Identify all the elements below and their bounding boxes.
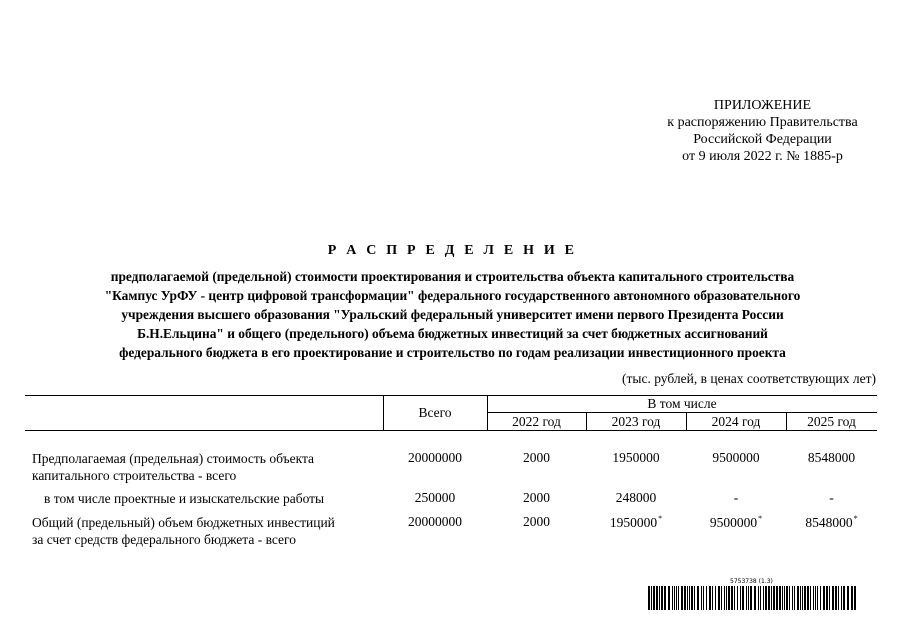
- barcode-bar: [797, 586, 799, 610]
- row-total: 20000000: [408, 450, 462, 465]
- barcode-bar: [746, 586, 747, 610]
- units-note: (тыс. рублей, в ценах соответствующих лет): [622, 371, 876, 386]
- subtitle-line: учреждения высшего образования "Уральский федеральный университет имени первого Президента России: [121, 307, 784, 322]
- barcode-bar: [668, 586, 670, 610]
- table-group-divider: [487, 412, 877, 413]
- barcode-bar: [802, 586, 803, 610]
- barcode-bar: [810, 586, 811, 610]
- barcode-bar: [664, 586, 666, 610]
- barcode-bar: [779, 586, 781, 610]
- barcode-bar: [740, 586, 741, 610]
- appendix-block: [620, 97, 905, 165]
- barcode-bar: [847, 586, 849, 610]
- barcode-bar: [687, 586, 688, 610]
- barcode-bar: [773, 586, 775, 610]
- barcode-bar: [676, 586, 677, 610]
- barcode-bar: [758, 586, 759, 610]
- barcode-bar: [691, 586, 693, 610]
- value-text: 9500000: [709, 515, 758, 530]
- appendix-heading: ПРИЛОЖЕНИЕ: [713, 98, 812, 113]
- row-label-line: за счет средств федерального бюджета - всего: [32, 532, 296, 547]
- barcode-bar: [651, 586, 652, 610]
- barcode-text: 5753738 (1.3): [730, 578, 773, 585]
- barcode-bar: [694, 586, 695, 610]
- barcode-bar: [724, 586, 725, 610]
- footnote-mark: *: [758, 514, 763, 523]
- barcode-bar: [728, 586, 730, 610]
- barcode-bar: [826, 586, 828, 610]
- subtitle-line: "Кампус УрФУ - центр цифровой трансформации" федерального государственного автономного образовательного: [104, 288, 801, 303]
- header-group: В том числе: [647, 396, 717, 411]
- barcode-bar: [771, 586, 772, 610]
- barcode-bar: [835, 586, 837, 610]
- barcode-bar: [760, 586, 761, 610]
- barcode-bar: [734, 586, 735, 610]
- barcode-bar: [678, 586, 679, 610]
- barcode-bar: [786, 586, 788, 610]
- barcode-bar: [838, 586, 839, 610]
- row-value: 2000: [523, 514, 550, 529]
- row-value: 248000: [615, 490, 657, 505]
- barcode-bar: [754, 586, 756, 610]
- appendix-line-1: к распоряжению Правительства: [667, 115, 858, 130]
- row-value: 1950000: [612, 450, 660, 465]
- row-label: [32, 450, 314, 484]
- barcode-bar: [782, 586, 783, 610]
- row-value: [686, 514, 786, 531]
- row-value: 8548000: [807, 450, 856, 465]
- barcode-bar: [701, 586, 702, 610]
- subtitle-line: федерального бюджета в его проектирование и строительство по годам реализации инвестиционного проекта: [119, 345, 786, 360]
- barcode-bar: [763, 586, 764, 610]
- table-header-bottom-border: [25, 430, 877, 431]
- barcode-bar: [813, 586, 814, 610]
- appendix-line-3: от 9 июля 2022 г. № 1885-р: [682, 149, 843, 164]
- barcode-bar: [843, 586, 845, 610]
- row-value: -: [829, 490, 834, 505]
- barcode-bar: [794, 586, 795, 610]
- barcode-bar: [709, 586, 711, 610]
- barcode-bar: [820, 586, 821, 610]
- barcode-bar: [768, 586, 770, 610]
- row-label-line: капитального строительства - всего: [32, 468, 237, 483]
- barcode-bar: [712, 586, 713, 610]
- barcode-bar: [817, 586, 818, 610]
- row-value: -: [733, 490, 739, 505]
- barcode-bar: [789, 586, 790, 610]
- barcode-icon: [648, 586, 858, 610]
- barcode-bar: [656, 586, 658, 610]
- barcode-bar: [841, 586, 842, 610]
- barcode-bar: [748, 586, 749, 610]
- barcode-bar: [823, 586, 825, 610]
- header-year: 2022 год: [512, 414, 561, 429]
- barcode-bar: [815, 586, 816, 610]
- barcode-bar: [715, 586, 716, 610]
- barcode-bar: [672, 586, 673, 610]
- header-year: 2025 год: [807, 414, 856, 429]
- barcode-bar: [681, 586, 683, 610]
- document-title: Р А С П Р Е Д Е Л Е Н И Е: [327, 243, 578, 258]
- row-value: [786, 514, 877, 531]
- row-value: [586, 514, 686, 531]
- barcode-bar: [829, 586, 830, 610]
- barcode-bar: [851, 586, 853, 610]
- footnote-mark: *: [853, 514, 858, 523]
- barcode-bar: [706, 586, 707, 610]
- barcode-bar: [731, 586, 733, 610]
- barcode-bar: [742, 586, 744, 610]
- barcode-bar: [703, 586, 704, 610]
- row-total: 250000: [414, 490, 456, 505]
- row-value: 2000: [523, 490, 550, 505]
- barcode-bar: [784, 586, 785, 610]
- barcode-bar: [776, 586, 778, 610]
- document-subtitle: [40, 267, 865, 362]
- appendix-line-2: Российской Федерации: [693, 132, 832, 147]
- barcode-bar: [750, 586, 752, 610]
- barcode-bar: [721, 586, 722, 610]
- barcode-bar: [807, 586, 809, 610]
- row-label-line: Предполагаемая (предельная) стоимость объекта: [32, 451, 315, 466]
- value-text: 1950000: [609, 515, 658, 530]
- row-label-line: Общий (предельный) объем бюджетных инвестиций: [32, 515, 335, 530]
- barcode-bar: [648, 586, 650, 610]
- row-value: 2000: [523, 450, 550, 465]
- value-text: 8548000: [805, 515, 853, 530]
- row-label: [32, 514, 335, 548]
- barcode-bar: [659, 586, 660, 610]
- barcode-bar: [800, 586, 801, 610]
- barcode-bar: [804, 586, 806, 610]
- header-year: 2023 год: [611, 414, 661, 429]
- subtitle-line: Б.Н.Ельцина" и общего (предельного) объема бюджетных инвестиций за счет бюджетных ассигнований: [137, 326, 768, 341]
- footnote-mark: *: [658, 514, 663, 523]
- barcode-bar: [661, 586, 663, 610]
- row-label: [44, 490, 324, 507]
- row-value: 9500000: [712, 450, 760, 465]
- barcode-bar: [697, 586, 699, 610]
- barcode-bar: [854, 586, 856, 610]
- row-total: 20000000: [408, 514, 462, 529]
- header-year: 2024 год: [711, 414, 761, 429]
- barcode-bar: [718, 586, 720, 610]
- barcode-bar: [726, 586, 727, 610]
- subtitle-line: предполагаемой (предельной) стоимости проектирования и строительства объекта капитального строительства: [110, 269, 795, 284]
- barcode-bar: [792, 586, 793, 610]
- barcode-bar: [765, 586, 767, 610]
- barcode-bar: [653, 586, 655, 610]
- header-total: Всего: [418, 405, 452, 420]
- barcode-bar: [689, 586, 690, 610]
- barcode-bar: [684, 586, 686, 610]
- barcode-bar: [737, 586, 738, 610]
- row-label-line: в том числе проектные и изыскательские работы: [44, 491, 325, 506]
- barcode-bar: [674, 586, 675, 610]
- barcode-bar: [832, 586, 834, 610]
